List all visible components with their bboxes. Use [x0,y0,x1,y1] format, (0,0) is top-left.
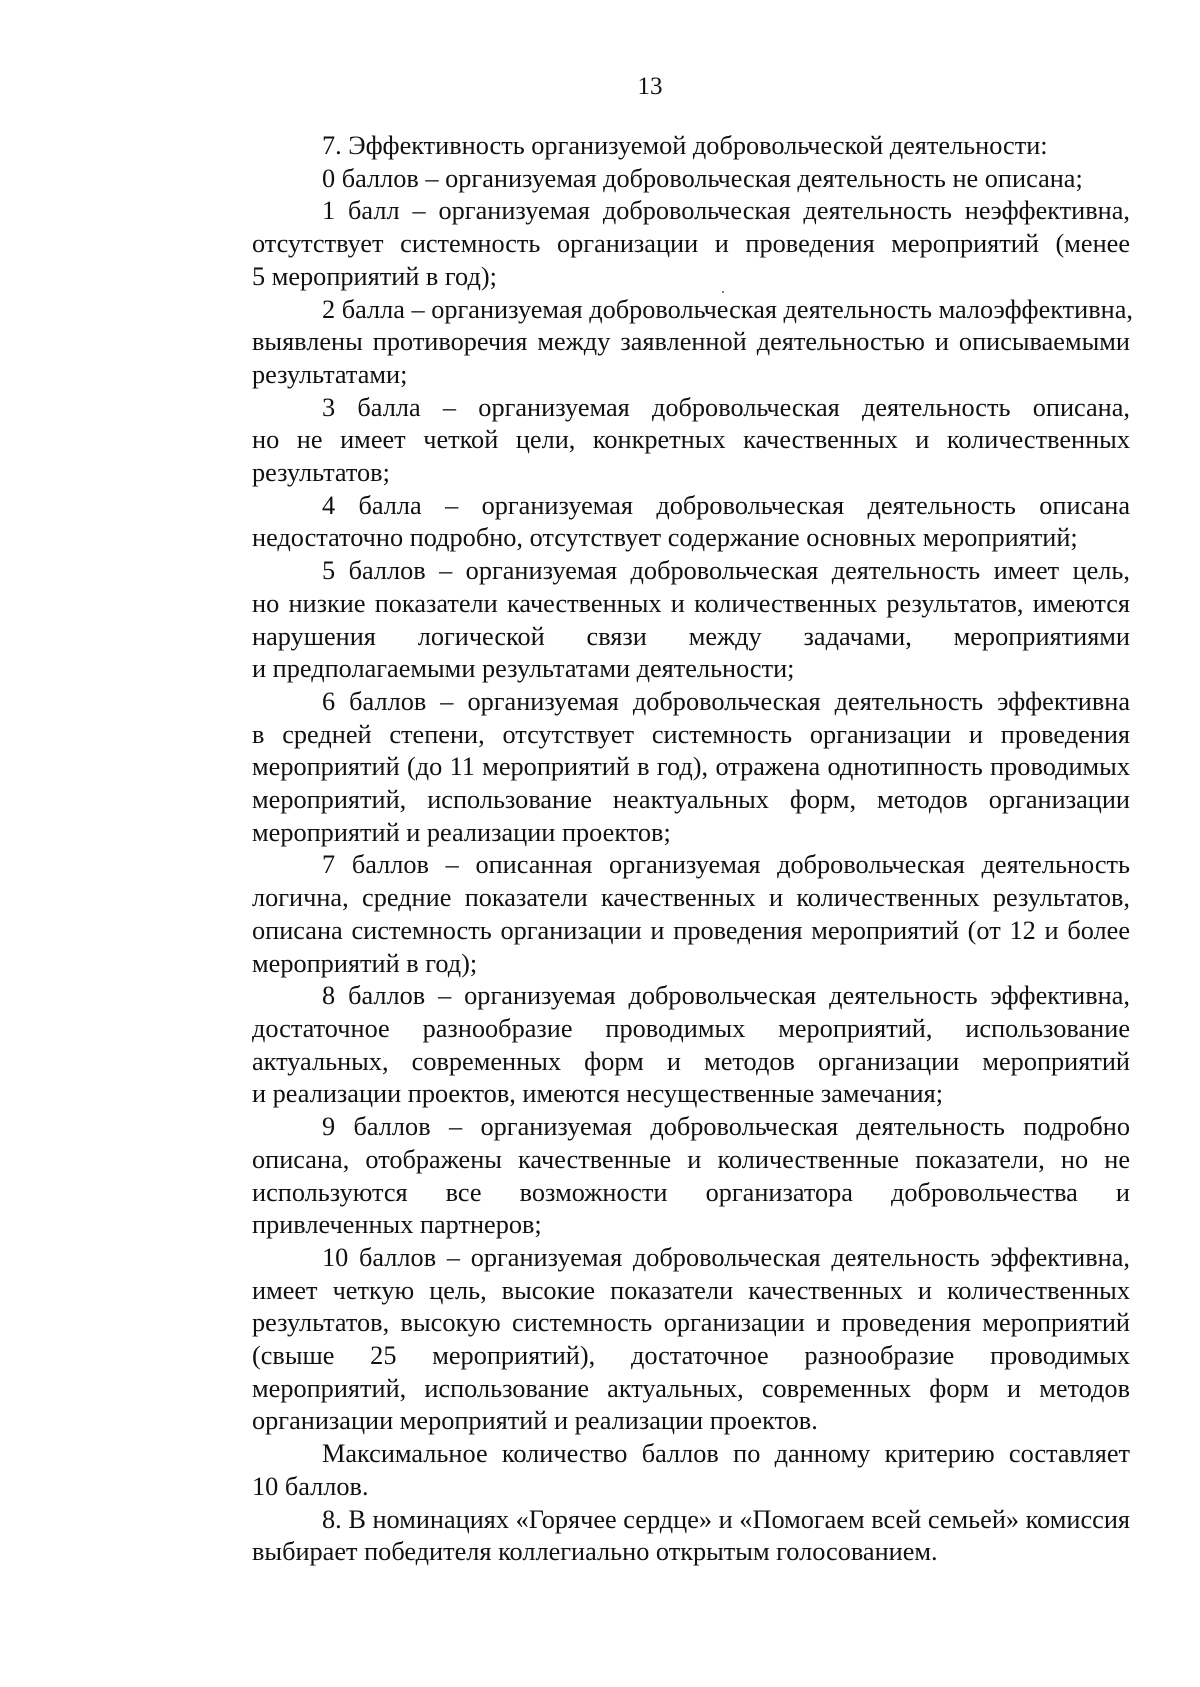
text-line: 9 баллов – организуемая добровольческая деятельность подробно [322,1112,1130,1142]
text-line: результатами; [252,359,408,389]
text-line: 8. В номинациях «Горячее сердце» и «Помогаем всей семьей» комиссия [322,1504,1130,1534]
text-line: 8 баллов – организуемая добровольческая деятельность эффективна, [322,981,1130,1011]
paragraph-p7-heading [182,130,1130,163]
text-line: 6 баллов – организуемая добровольческая деятельность эффективна [322,686,1130,716]
text-line: достаточное разнообразие проводимых мероприятий, использование [252,1013,1130,1043]
paragraph-score-10 [182,1242,1130,1438]
text-line: (свыше 25 мероприятий), достаточное разнообразие проводимых [252,1341,1130,1371]
text-line: и предполагаемыми результатами деятельности; [252,654,795,684]
text-line: 1 балл – организуемая добровольческая деятельность неэффективна, [322,196,1130,226]
text-line: мероприятий, использование неактуальных форм, методов организации [252,785,1130,815]
text-line: 10 баллов – организуемая добровольческая деятельность эффективна, [322,1242,1130,1272]
text-line: мероприятий, использование актуальных, современных форм и методов [252,1373,1130,1403]
paragraph-score-5 [182,555,1130,686]
text-line: нарушения логической связи между задачами, мероприятиями [252,621,1130,651]
text-line: 7. Эффективность организуемой добровольческой деятельности: [322,131,1048,160]
text-line: описана системность организации и проведения мероприятий (от 12 и более [252,915,1130,945]
text-line: описана, отображены качественные и количественные показатели, но не [252,1144,1130,1174]
text-line: мероприятий (до 11 мероприятий в год), отражена однотипность проводимых [252,752,1130,782]
paragraph-score-2 [182,294,1133,392]
text-line: 3 балла – организуемая добровольческая деятельность описана, [322,392,1130,422]
paragraph-score-4 [182,490,1130,555]
text-line: 4 балла – организуемая добровольческая деятельность описана [322,490,1130,520]
text-line: выявлены противоречия между заявленной деятельностью и описываемыми [252,327,1130,357]
text-line: 0 баллов – организуемая добровольческая деятельность не описана; [322,163,1083,193]
paragraph-p8-heading [182,1504,1130,1569]
text-line: организации мероприятий и реализации проектов. [252,1406,818,1436]
text-line: результатов, высокую системность организации и проведения мероприятий [252,1308,1130,1338]
paragraph-max-score [182,1438,1130,1503]
text-line: недостаточно подробно, отсутствует содержание основных мероприятий; [252,523,1078,553]
text-line: актуальных, современных форм и методов организации мероприятий [252,1046,1130,1076]
text-line: мероприятий и реализации проектов; [252,817,671,847]
text-line: в средней степени, отсутствует системность организации и проведения [252,719,1130,749]
text-line: 2 балла – организуемая добровольческая деятельность малоэффективна, [322,294,1133,324]
document-body [182,130,1133,1569]
text-line: но низкие показатели качественных и количественных результатов, имеются [252,588,1130,618]
text-line: 7 баллов – описанная организуемая добровольческая деятельность [322,850,1130,880]
text-line: 5 баллов – организуемая добровольческая деятельность имеет цель, [322,556,1130,586]
paragraph-score-1 [182,195,1130,293]
text-line: Максимальное количество баллов по данному критерию составляет [322,1439,1130,1469]
paragraph-score-9 [182,1111,1130,1242]
paragraph-score-6 [182,686,1130,850]
text-line: выбирает победителя коллегиально открытым голосованием. [252,1537,938,1567]
paragraph-score-8 [182,980,1130,1111]
paragraph-score-7 [182,849,1130,980]
text-line: привлеченных партнеров; [252,1210,542,1240]
text-line: но не имеет четкой цели, конкретных качественных и количественных [252,425,1130,455]
text-line: имеет четкую цель, высокие показатели качественных и количественных [252,1275,1130,1305]
paragraph-score-0 [182,163,1130,196]
text-line: мероприятий в год); [252,948,478,978]
text-line: 10 баллов. [252,1471,369,1501]
page-number: 13 [637,73,663,100]
text-line: используются все возможности организатора добровольчества и [252,1177,1130,1207]
text-line: отсутствует системность организации и проведения мероприятий (менее [252,229,1130,259]
text-line: 5 мероприятий в год); [252,261,497,291]
text-line: и реализации проектов, имеются несущественные замечания; [252,1079,943,1109]
paragraph-score-3 [182,392,1130,490]
text-line: результатов; [252,458,390,488]
text-line: логична, средние показатели качественных и количественных результатов, [252,883,1130,913]
